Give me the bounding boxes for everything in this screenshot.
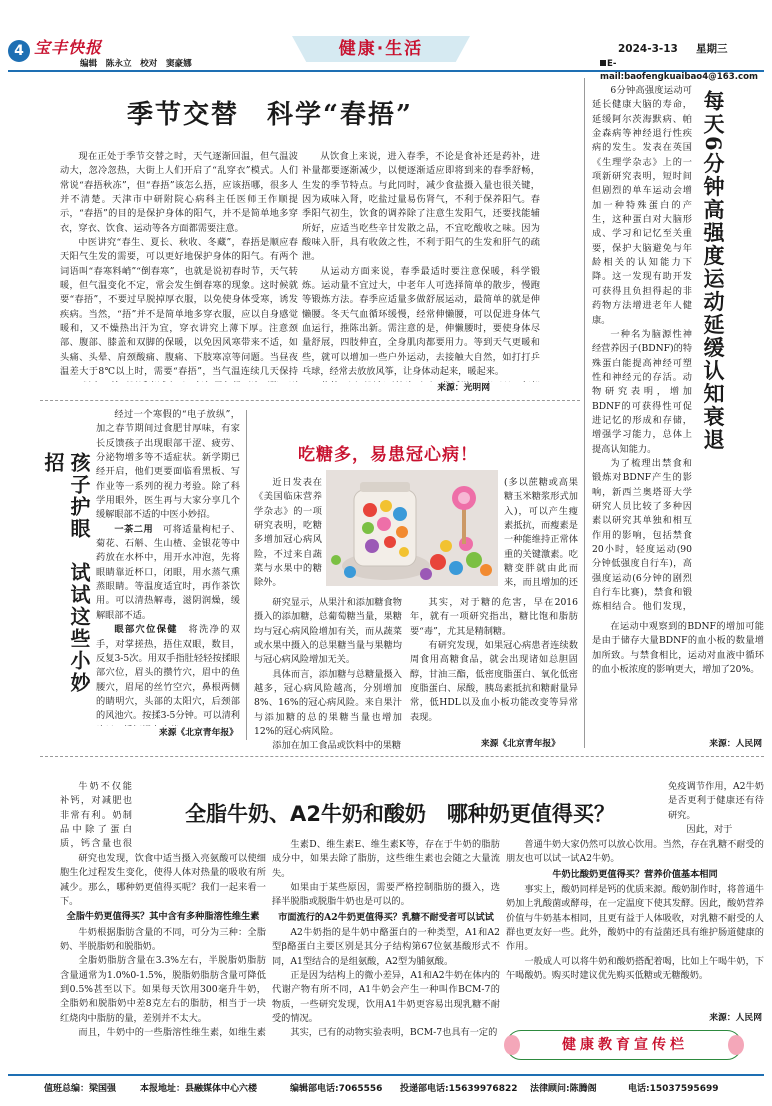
paragraph: 一茶二用 可将适量枸杞子、菊花、石斛、生山楂、金银花等中药放在水杯中，用开水冲泡，先将眼睛靠近杯口，闭眼，用水蒸气熏蒸眼睛。等温度适宜时，再作茶饮用。可以清热解毒，滋阴润燥，缓解眼部不适。 [96, 523, 240, 621]
editor-line: 编辑 陈永立 校对 窦豪娜 [80, 59, 192, 69]
subhead: 一茶二用 [114, 523, 154, 535]
source-credit: 来源：人民网 [709, 739, 762, 749]
article-milk-col-1 [60, 852, 266, 1038]
paragraph: 其实，对于糖的危害，早在2016年，就有一项研究指出，糖比饱和脂肪要“毒”，尤其是精制糖。 [410, 597, 578, 637]
column-divider [246, 410, 247, 740]
source-credit: 来源《北京青年报》 [480, 739, 560, 749]
footer-legal: 法律顾问:陈腾阁 [530, 1084, 597, 1094]
paragraph: 眼部穴位保健 将洗净的双手，对掌搓热，捂住双眼，数目，反复3-5次。用双手指肚轻轻按揉眼部穴位，眉头的攒竹穴，眉中的鱼腰穴，眉尾的丝竹空穴，鼻根两侧的睛明穴，头部的太阳穴，后颈部的风池穴。按揉3-5分钟。可以清利 [96, 624, 240, 722]
footer-delivery-phone: 投递部电话:15639976822 [400, 1084, 518, 1094]
footer-address: 本报地址：县融媒体中心六楼 [140, 1084, 258, 1094]
paragraph: A2牛奶指的是牛奶中酪蛋白的一种类型，A1和A2型β酪蛋白主要区别是其分子结构第67位氨基酸形式不同，A1型结合的是组氨酸，A2型为脯氨酸。 [272, 927, 500, 967]
paragraph: 为了梳理出禁食和锻炼对BDNF产生的影响，新西兰奥塔哥大学研究人员比较了多种因素以研究其单独和相互作用的影响，包括禁食20小时，轻度运动(90分钟低强度自行车)，高强度运动(6分钟的剧烈自行车比赛)，禁食和锻炼相结合。他们发现， [592, 457, 692, 613]
article-spring-title: 季节交替 科学“春捂” [127, 100, 413, 130]
article-sugar-col-right [410, 596, 578, 738]
issue-date: 2024-3-13 [618, 43, 678, 55]
masthead [0, 0, 772, 83]
subhead: 牛奶比酸奶更值得买？营养价值基本相同 [552, 868, 718, 880]
paragraph: 因此，对于 [686, 824, 733, 836]
paragraph: 在运动中观察到的BDNF的增加可能是由于储存大量BDNF的血小板的数量增加所致。与禁食相比，运动对血液中循环的血小板浓度的影响更大，增加了20%。 [592, 621, 764, 676]
paragraph: 有研究发现，如果冠心病患者连续数周食用高糖食品，就会出现诸如总胆固醇，甘油三酯，低密度脂蛋白、氧化低密度脂蛋白、尿酸，胰岛素抵抗和糖耐量异常，低HDL以及血小板功能改变等异常表现。 [410, 640, 578, 723]
subhead: 全脂牛奶更值得买？其中含有多种脂溶性维生素 [66, 911, 260, 923]
paragraph: 中医讲究“春生、夏长、秋收、冬藏”，春捂是顺应春天阳气生发的需要，可以更好地保护身体的阳气。有两个词语叫“春寒料峭”“倒春寒”，也就是说初春时节，天气转暖，但气温变化不定，常会发生倒春寒的现象。这时候就要“春捂”，不要过早脱掉厚衣服，以免使身体受寒，诱发疾病。当然，“捂”并不是简单地多穿衣服，应以自身感觉暖和，又不燥热出汗为宜，穿衣讲究上薄下厚。注意颈部、腹部、膝盖和双脚的保暖，以免因风寒带来不适，如头痛、头晕、肩颈酸痛、腹痛、下肢寒凉等问题。当昼夜温差大于8℃以上时，需要“春捂”，当气温连续几天保持 [60, 237, 298, 378]
paragraph: 正是因为结构上的微小差异，A1和A2牛奶在体内的代谢产物有所不同，A1牛奶会产生一种叫作BCM-7的物质，一些研究发现，饮用A1牛奶更容易出现乳糖不耐受的情况。 [272, 970, 500, 1025]
paragraph: (多以蔗糖或高果糖玉米糖浆形式加入)，可以产生瘦素抵抗，而瘦素是一种能维持正常体重的关键激素。吃糖变胖就由此而来，而且增加的还 [504, 477, 578, 589]
subhead: 眼部穴位保健 [114, 624, 178, 636]
page-number-badge: 4 [8, 40, 30, 62]
paragraph: 牛奶根据脂肪含量的不同，可分为三种：全脂奶、半脱脂奶和脱脂奶。 [60, 926, 266, 953]
paragraph: 而且，牛奶中的一些脂溶性维生素，如维生素 [78, 1027, 266, 1038]
paragraph: 研究也发现，饮食中适当摄入亮氨酸可以使细胞生化过程发生变化，使得人体对热量的吸收有所减少。那么，哪种奶更值得买呢？我们一起来看一下。 [60, 853, 266, 908]
health-banner [506, 1030, 742, 1060]
footer-editorial-phone: 编辑部电话:7065556 [290, 1084, 383, 1094]
source-credit: 来源：人民网 [709, 1013, 762, 1023]
subhead: 市面流行的A2牛奶更值得买？乳糖不耐受者可以试试 [278, 911, 494, 923]
article-milk-title: 全脂牛奶、A2牛奶和酸奶 哪种奶更值得买？ [185, 802, 615, 826]
paragraph: 普通牛奶大家仍然可以放心饮用。当然，存在乳糖不耐受的朋友也可以试一试A2牛奶。 [506, 839, 764, 865]
article-spring-col-2 [302, 150, 540, 382]
paragraph: 现在正处于季节交替之时，天气逐渐回温，但气温波动大，忽冷忽热，大街上人们开启了“乱穿衣”模式。人们常说“春捂秋冻”，但“春捂”该怎么捂，应该捂哪，很多人并不清楚。天津市中研附院心病科主任医师王作顺提示，“春捂”的目的是保护身体的阳气，并不是简单地多穿衣，穿衣、饮食、运动等各方面都需要注意。 [60, 151, 298, 234]
article-milk-intro [60, 780, 132, 852]
section-divider [40, 400, 580, 401]
section-title: 健康·生活 [338, 39, 424, 59]
banner-text: 健康教育宣传栏 [562, 1037, 688, 1053]
paragraph: 一般成人可以将牛奶和酸奶搭配着喝，比如上午喝牛奶，下午喝酸奶。购买时建议优先购买低糖或无糖酸奶。 [506, 955, 764, 982]
article-exercise-text-top [592, 84, 692, 616]
paragraph: 全脂奶脂肪含量在3.3%左右，半脱脂奶脂肪含量通常为1.0%0-1.5%，脱脂奶脂肪含量可降低到0.5%甚至以下。如果每天饮用300毫升牛奶，全脂奶和脱脂奶中差8克左右的脂肪，相当于一块红烧肉中脂肪的量，差别并不太大。 [60, 955, 266, 1024]
article-milk-right-top [668, 780, 764, 836]
paragraph: 如果由于某些原因，需要严格控制脂肪的摄入，选择半脱脂或脱脂牛奶也是可以的。 [272, 882, 500, 908]
paragraph: 牛奶不仅能补钙，对减肥也非常有利。奶制品中除了蛋白质，钙含量也很 [60, 781, 132, 850]
paragraph: 近日发表在《美国临床营养学杂志》的一项研究表明，吃糖多增加冠心病风险，不过来自蔬菜与水果中的糖除外。 [254, 477, 322, 589]
column-divider [584, 78, 585, 748]
paragraph: 一种名为脑源性神经营养因子(BDNF)的特殊蛋白能提高神经可塑性和神经元的存活。动物研究表明，增加BDNF的可获得性可促进记忆的形成和存储，增强学习能力，总体上提高认知能力。 [592, 328, 692, 455]
email-bullet-icon [600, 60, 606, 66]
paragraph: 免疫调节作用，A2牛奶是否更利于健康还有待研究。 [668, 781, 764, 821]
article-eyes-title: 孩子护眼 试试这些小妙招 [41, 452, 91, 694]
candy-photo [326, 470, 498, 586]
paragraph: 6分钟高强度运动可延长健康大脑的寿命，延缓阿尔茨海默病、帕金森病等神经退行性疾病的发生。发表在英国《生理学杂志》上的一项新研究表明，短时间但剧烈的单车运动会增加一种特殊蛋白的产生，这种蛋白对大脑形成、学习和记忆至关重要，保护大脑避免与年龄相关的认知能力下降。这一发现有助开发可获得且负担得起的非药物方法增进老年人健康。 [592, 85, 692, 326]
source-credit: 来源《北京青年报》 [158, 728, 238, 738]
article-sugar-title: 吃糖多，易患冠心病！ [298, 445, 478, 465]
candy-jar-illustration [326, 470, 498, 586]
paper-logo: 宝丰快报 [34, 38, 103, 57]
paragraph: 事实上，酸奶同样是钙的优质来源。酸奶制作时，将普通牛奶加上乳酸菌或酵母，在一定温度下使其发酵。因此，酸奶营养价值与牛奶基本相同，且更有益于人体吸收，对乳糖不耐受的人群也更友好一些。此外，酸奶中的有益菌还具有维护肠道健康的作用。 [506, 884, 764, 953]
article-sugar-col-left [254, 596, 402, 750]
article-eyes-text [96, 408, 240, 726]
issue-weekday: 星期三 [696, 43, 728, 55]
footer-phone: 电话:15037595699 [628, 1084, 719, 1094]
paragraph: 其实，已有的动物实验表明，BCM-7也具有一定的 [290, 1027, 498, 1038]
paragraph: 添加在加工食品或饮料中的果糖 [272, 740, 402, 750]
paragraph: 从饮食上来说，进入春季，不论是食补还是药补，进补量都要逐渐减少，以便逐渐适应即将到来的春季舒畅，生发的季节特点。与此同时，减少食盐摄入量也很关键，因为咸味入肾，吃盐过量易伤肾气，不利于保养阳气。春季阳气初生，饮食的调养除了注意生发阳气，还要找能辅所好，应适当吃些辛甘发散之品，不宜吃酸收之味。因为酸味入肝，具有收敛之性，不利于阳气的生发和肝气的疏泄。 [302, 151, 540, 263]
masthead-rule [8, 70, 764, 72]
paragraph: 研究显示，从果汁和添加糖食物摄入的添加糖，总葡萄糖当量，果糖均与冠心病风险增加有关，而从蔬菜或水果中摄入的总果糖当量与果糖均与冠心病风险增加无关。 [254, 597, 402, 666]
article-sugar-col-right-top [504, 476, 578, 592]
footer-editor: 值班总编：梁国强 [44, 1084, 117, 1094]
paragraph: 经过一个寒假的“电子放纵”，加之春节期间过食肥甘厚味，有家长反馈孩子出现眼部干涩、疲劳、分泌物增多等不适症状。新学期已经开启，他们更要面临看黑板、写作业等一系列的视力考验。除了科学用眼外，医生再与大家分享几个缓解眼部不适的中医小妙招。 [96, 409, 240, 521]
article-spring-col-1 [60, 150, 298, 382]
article-exercise-title: 每天6分钟高强度运动延缓认知衰退 [701, 90, 726, 452]
paragraph: 从运动方面来说，春季最适时要注意保暖，科学锻炼。运动量不宜过大，中老年人可选择简单的散步，慢跑等锻炼方法。春季应适量多做舒展运动，最简单的就是伸懒腰。冬天气血循环缓慢，经常伸懒腰，可以促进身体气血运行，推陈出新。需注意的是，伸懒腰时，要使身体尽量舒展，四肢伸直，全身肌肉都要用力。等到天气更暖和些，就可以增加一些户外运动，去接触大自然，如打打乒乓球，经常去放放风筝，让身体动起来，暖起来。 [302, 265, 540, 378]
paragraph: 生素D、维生素E、维生素K等，存在于牛奶的脂肪成分中，如果去除了脂肪，这些维生素也会随之大量流失。 [272, 839, 500, 879]
article-exercise-text-bottom [592, 620, 764, 738]
paragraph: 具体而言，添加糖与总糖量摄入越多，冠心病风险越高，分别增加8%、16%的冠心病风险。来自果汁与添加糖的总的果糖当量也增加12%的冠心病风险。 [254, 668, 402, 738]
article-milk-col-2 [272, 838, 500, 1038]
article-milk-col-3 [506, 838, 764, 1010]
source-credit: 来源：光明网 [437, 383, 490, 393]
article-sugar-col-left-top [254, 476, 322, 592]
section-divider [40, 756, 764, 757]
email-line: E-mail:baofengkuaibao4@163.com [600, 59, 758, 83]
footer-rule [8, 1074, 764, 1076]
